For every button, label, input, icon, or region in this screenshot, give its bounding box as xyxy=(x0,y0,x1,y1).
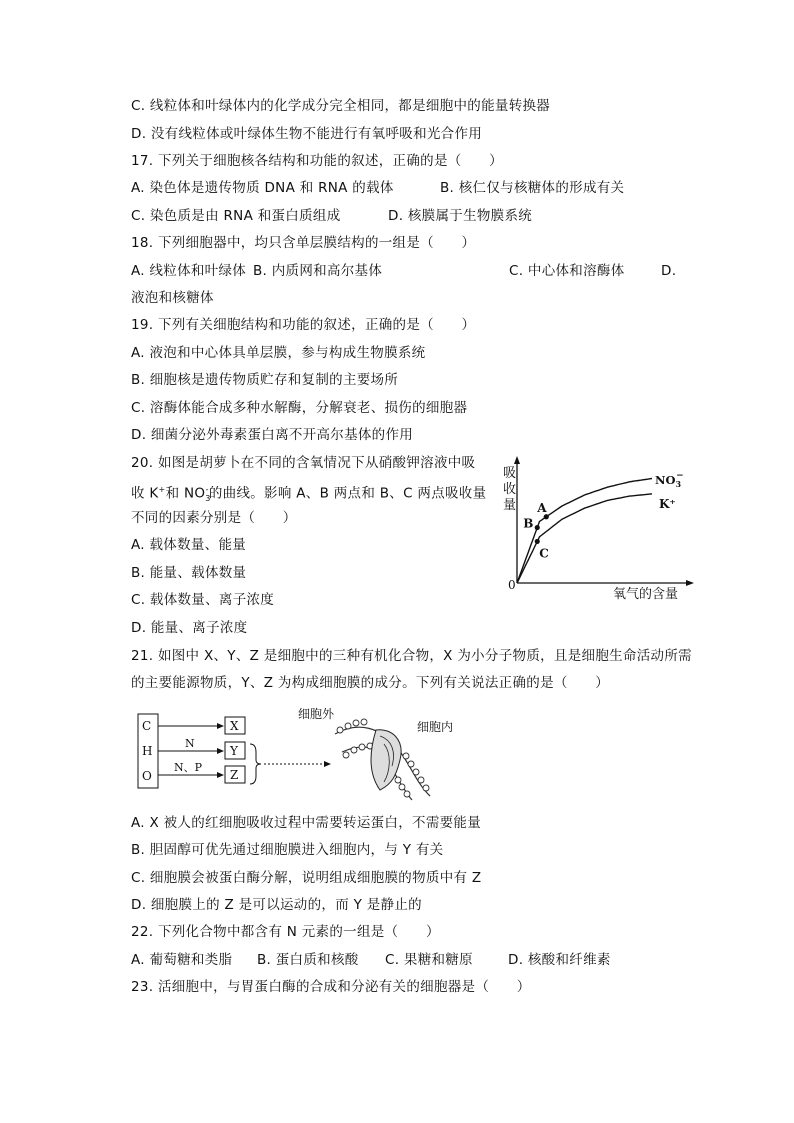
curves-layer xyxy=(517,479,652,584)
inside-label: 细胞内 xyxy=(417,720,454,734)
x-axis-label: 氧气的含量 xyxy=(613,587,679,602)
element-o: O xyxy=(142,769,152,783)
lipid-head xyxy=(353,720,359,726)
q20-text-no: 和 NO xyxy=(165,485,206,502)
q18-option-a: A. 线粒体和叶绿体 xyxy=(131,263,247,279)
q19-option-b: B. 细胞核是遗传物质贮存和复制的主要场所 xyxy=(131,372,399,388)
y-label-char-2: 收 xyxy=(503,482,517,497)
q18-option-d-marker: D. xyxy=(661,263,677,279)
q17-option-c: C. 染色质是由 RNA 和蛋白质组成 xyxy=(131,208,341,224)
q20-option-d: D. 能量、离子浓度 xyxy=(131,620,248,636)
lipid-head xyxy=(403,753,409,759)
no3-base: NO xyxy=(655,473,676,487)
curve-series-1 xyxy=(517,479,652,584)
q20-k-sup: + xyxy=(158,485,166,494)
q18-option-b: B. 内质网和高尔基体 xyxy=(253,263,383,279)
q16-option-c: C. 线粒体和叶绿体内的化学成分完全相同，都是细胞中的能量转换器 xyxy=(131,98,551,114)
outside-label: 细胞外 xyxy=(298,707,335,721)
q21-stem-line2: 的主要能源物质，Y、Z 为构成细胞膜的成分。下列有关说法正确的是（ ） xyxy=(131,675,610,691)
no3-sub: 3 xyxy=(675,479,682,489)
q21-stem-line1: 21. 如图中 X、Y、Z 是细胞中的三种有机化合物，X 为小分子物质，且是细胞生命活动所需 xyxy=(131,648,692,664)
q17-option-b: B. 核仁仅与核糖体的形成有关 xyxy=(440,180,625,196)
q20-text-k: 收 K xyxy=(131,485,159,502)
lipid-head xyxy=(337,727,343,733)
point-b-label: B xyxy=(523,516,534,531)
y-axis-arrow xyxy=(514,456,520,464)
y-label-char-3: 量 xyxy=(503,498,517,513)
q22-option-b: B. 蛋白质和核酸 xyxy=(257,952,359,968)
q22-option-d: D. 核酸和纤维素 xyxy=(508,952,611,968)
q16-option-d: D. 没有线粒体或叶绿体生物不能进行有氧呼吸和光合作用 xyxy=(131,126,483,142)
q21-option-a: A. X 被人的红细胞吸收过程中需要转运蛋白，不需要能量 xyxy=(131,815,482,831)
lipid-head xyxy=(351,747,357,753)
brace xyxy=(250,744,261,784)
q21-option-c: C. 细胞膜会被蛋白酶分解，说明组成细胞膜的物质中有 Z xyxy=(131,870,482,886)
q18-option-d-text: 液泡和核糖体 xyxy=(131,290,214,306)
y-label-char-1: 吸 xyxy=(503,466,517,481)
q19-option-c: C. 溶酶体能合成多种水解酶，分解衰老、损伤的细胞器 xyxy=(131,400,468,416)
lipid-head xyxy=(359,744,365,750)
lipid-head xyxy=(423,785,429,791)
dotted-arrowhead xyxy=(324,761,331,767)
point-b xyxy=(535,525,540,530)
absorption-graph xyxy=(495,455,700,605)
lipid-head xyxy=(343,752,349,758)
q19-stem: 19. 下列有关细胞结构和功能的叙述，正确的是（ ） xyxy=(131,317,476,333)
q22-stem: 22. 下列化合物中都含有 N 元素的一组是（ ） xyxy=(131,924,440,940)
q17-option-d: D. 核膜属于生物膜系统 xyxy=(388,208,533,224)
q20-stem-line3: 不同的因素分别是（ ） xyxy=(131,510,297,526)
compound-x: X xyxy=(230,719,239,733)
q20-option-a: A. 载体数量、能量 xyxy=(131,537,247,553)
lipid-head xyxy=(408,761,414,767)
q20-stem-line2 xyxy=(131,480,486,509)
compound-y: Y xyxy=(230,744,238,758)
q20-option-c: C. 载体数量、离子浓度 xyxy=(131,592,275,608)
curve-k-label: K⁺ xyxy=(659,497,676,511)
lipid-head xyxy=(418,777,424,783)
lipid-head xyxy=(395,777,401,783)
lipid-head xyxy=(413,769,419,775)
lipid-head xyxy=(404,791,410,797)
element-c: C xyxy=(142,719,152,733)
point-a-label: A xyxy=(537,500,547,515)
point-c-label: C xyxy=(539,546,549,561)
origin-label: 0 xyxy=(508,578,516,592)
lipid-head xyxy=(345,723,351,729)
q17-option-a: A. 染色体是遗传物质 DNA 和 RNA 的载体 xyxy=(131,180,394,196)
q20-text-rest: 的曲线。影响 A、B 两点和 B、C 两点吸收量 xyxy=(208,485,487,502)
q20-option-b: B. 能量、载体数量 xyxy=(131,565,247,581)
point-a xyxy=(544,514,549,519)
q18-option-c: C. 中心体和溶酶体 xyxy=(509,263,625,279)
lipid-head xyxy=(399,784,405,790)
x-axis-arrow xyxy=(686,580,694,586)
arrowhead-z xyxy=(217,772,224,778)
q17-stem: 17. 下列关于细胞核各结构和功能的叙述，正确的是（ ） xyxy=(131,153,503,169)
q22-option-c: C. 果糖和糖原 xyxy=(385,952,473,968)
q20-stem-line1: 20. 如图是胡萝卜在不同的含氧情况下从硝酸钾溶液中吸 xyxy=(131,455,476,471)
no3-sup: − xyxy=(676,471,684,481)
membrane-bilayer xyxy=(335,719,430,800)
q23-stem: 23. 活细胞中，与胃蛋白酶的合成和分泌有关的细胞器是（ ） xyxy=(131,979,531,995)
curve-no3-label xyxy=(655,471,684,489)
q19-option-d: D. 细菌分泌外毒素蛋白离不开高尔基体的作用 xyxy=(131,427,414,443)
point-c xyxy=(535,539,540,544)
arrowhead-y xyxy=(217,748,224,754)
compound-z: Z xyxy=(230,768,239,782)
lipid-head xyxy=(361,719,367,725)
q21-option-d: D. 细胞膜上的 Z 是可以运动的，而 Y 是静止的 xyxy=(131,897,422,913)
compound-membrane-diagram xyxy=(130,700,510,808)
element-h: H xyxy=(142,744,153,758)
q19-option-a: A. 液泡和中心体具单层膜，参与构成生物膜系统 xyxy=(131,345,426,361)
q20-no-sub: 3 xyxy=(205,494,211,504)
q20-no-sup: - xyxy=(205,485,209,494)
arrow-label-n: N xyxy=(185,737,195,750)
q22-option-a: A. 葡萄糖和类脂 xyxy=(131,952,233,968)
arrowhead-x xyxy=(217,723,224,729)
arrow-label-np: N、P xyxy=(174,761,203,774)
q18-stem: 18. 下列细胞器中，均只含单层膜结构的一组是（ ） xyxy=(131,235,476,251)
q21-option-b: B. 胆固醇可优先通过细胞膜进入细胞内，与 Y 有关 xyxy=(131,842,444,858)
